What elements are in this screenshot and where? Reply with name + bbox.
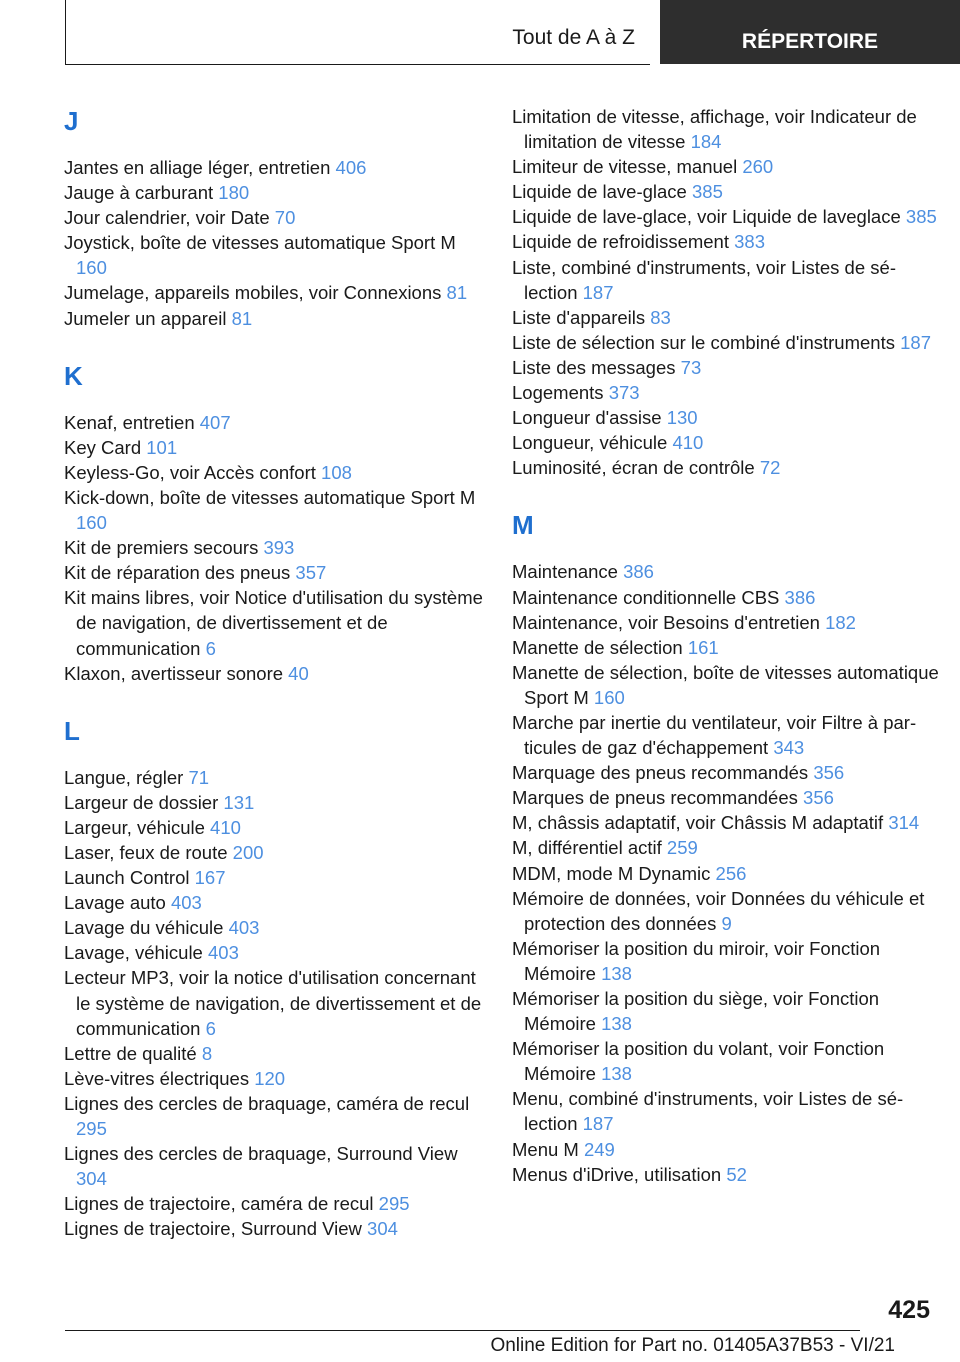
index-entry [64, 1091, 484, 1141]
index-entry-text: Maintenance [512, 561, 618, 583]
index-page-link[interactable]: 403 [208, 942, 239, 964]
index-page-link[interactable]: 130 [666, 407, 698, 429]
index-entry [512, 405, 942, 430]
index-page-link[interactable]: 138 [601, 1013, 632, 1035]
index-page-link[interactable]: 83 [650, 306, 671, 328]
index-entry [64, 1041, 484, 1066]
index-page-link[interactable]: 407 [199, 411, 231, 433]
index-entry-text: Limitation de vitesse, affichage, voir Indicateur de limitation de vitesse [512, 106, 917, 153]
index-page-link[interactable]: 138 [601, 962, 632, 984]
index-page-link[interactable]: 187 [582, 281, 614, 303]
index-entry [64, 915, 484, 940]
index-entry [512, 430, 942, 455]
index-entry [64, 585, 484, 660]
index-entry-text: Manette de sélection, boîte de vitesses automatique Sport M [512, 661, 939, 708]
index-entry [64, 410, 484, 435]
index-group [512, 508, 942, 1186]
index-entry [64, 1066, 484, 1091]
index-entry [512, 835, 942, 860]
index-entry-text: Jauge à carburant [64, 182, 214, 204]
footer-divider [65, 1330, 860, 1331]
index-page-link[interactable]: 160 [76, 257, 107, 279]
index-entry [512, 585, 942, 610]
index-entry [512, 1162, 942, 1187]
index-letter-heading: M [512, 510, 534, 541]
header-tab[interactable] [660, 0, 960, 64]
index-entry-text: Largeur, véhicule [64, 816, 205, 838]
index-entry [512, 660, 942, 710]
index-page-link[interactable]: 101 [146, 436, 178, 458]
index-page-link[interactable]: 187 [900, 331, 931, 353]
index-entry-text: Lignes des cercles de braquage, Surround View [64, 1143, 458, 1165]
index-entry-text: Langue, régler [64, 766, 184, 788]
index-entry [512, 179, 942, 204]
index-page-link[interactable]: 81 [446, 282, 468, 304]
index-entry [64, 535, 484, 560]
header-left-line [65, 0, 66, 64]
index-entry [512, 810, 942, 835]
index-page-link[interactable]: 182 [825, 611, 856, 633]
index-entry-text: Maintenance, voir Besoins d'entretien [512, 611, 820, 633]
index-entry-text: Jumelage, appareils mobiles, voir Connexions [64, 282, 442, 304]
index-entry [64, 815, 484, 840]
index-entry [512, 559, 942, 584]
index-entry [512, 635, 942, 660]
index-entry-text: Jantes en alliage léger, entretien [64, 157, 331, 178]
index-page-link[interactable]: 295 [378, 1193, 410, 1215]
index-page-link[interactable]: 81 [231, 307, 253, 329]
index-page-link[interactable]: 410 [672, 432, 704, 454]
index-page-link[interactable]: 383 [734, 231, 766, 253]
index-page-link[interactable]: 167 [194, 867, 226, 889]
index-entry-text: Longueur, véhicule [512, 432, 668, 454]
index-entry [64, 1141, 484, 1191]
index-entry-text: Liste des messages [512, 356, 676, 378]
index-entry-text: Lève-vitres électriques [64, 1067, 250, 1089]
index-entry [64, 865, 484, 890]
index-entry [512, 785, 942, 810]
index-entry [512, 610, 942, 635]
index-page-link[interactable]: 161 [687, 636, 719, 658]
index-entry [64, 965, 484, 1040]
index-entry [64, 435, 484, 460]
index-entry-text: Mémoriser la position du miroir, voir Fonction Mémoire [512, 937, 881, 984]
index-page-link[interactable]: 406 [335, 157, 367, 178]
index-entry [512, 1137, 942, 1162]
index-entry-text: Mémoriser la position du siège, voir Fonction Mémoire [512, 988, 880, 1035]
index-entry-text: Liste, combiné d'instruments, voir Listes de sélection [512, 256, 896, 303]
index-entry [64, 230, 484, 280]
index-entry-text: Manette de sélection [512, 636, 683, 658]
index-letter-heading: L [64, 715, 80, 746]
index-entry [512, 355, 942, 380]
index-page-link[interactable]: 393 [263, 537, 295, 559]
index-page-link[interactable]: 6 [205, 637, 216, 659]
index-page-link[interactable]: 70 [274, 207, 296, 229]
index-entry [64, 661, 484, 686]
index-entry-text: Lignes de trajectoire, Surround View [64, 1218, 362, 1240]
index-page-link[interactable]: 304 [76, 1168, 107, 1190]
index-group [512, 104, 942, 480]
index-page-link[interactable]: 131 [223, 791, 255, 813]
index-entry [64, 940, 484, 965]
index-page-link[interactable]: 160 [593, 686, 625, 708]
index-entry-text: Menus d'iDrive, utilisation [512, 1163, 722, 1185]
index-entry-text: M, châssis adaptatif, voir Châssis M adaptatif [512, 812, 884, 834]
index-page-link[interactable]: 71 [188, 766, 210, 788]
index-page-link[interactable]: 72 [759, 457, 781, 479]
index-page-link[interactable]: 385 [905, 206, 937, 228]
index-page-link[interactable]: 385 [692, 181, 723, 203]
index-page-link[interactable]: 138 [601, 1063, 632, 1085]
index-page-link[interactable]: 160 [76, 512, 107, 534]
index-entry-text: Largeur de dossier [64, 791, 219, 813]
index-page-link[interactable]: 200 [232, 841, 264, 863]
index-entry-text: Longueur d'assise [512, 407, 662, 429]
index-group [64, 104, 484, 331]
index-entry [512, 154, 942, 179]
index-entry-text: Mémoire de données, voir Données du véhicule et protection des données [512, 887, 925, 934]
index-entry [512, 380, 942, 405]
index-page-link[interactable]: 386 [623, 561, 654, 583]
index-entry [512, 455, 942, 480]
index-entry [512, 1036, 942, 1086]
index-page-link[interactable]: 187 [582, 1113, 614, 1135]
index-entry-text: Lignes de trajectoire, caméra de recul [64, 1193, 374, 1215]
index-entry-text: Marquage des pneus recommandés [512, 762, 809, 784]
index-entry-text: MDM, mode M Dynamic [512, 862, 711, 884]
index-group [64, 714, 484, 1242]
header-tab-label: RÉPERTOIRE [741, 30, 879, 53]
index-page-link[interactable]: 6 [205, 1017, 216, 1039]
footer-edition: Online Edition for Part no. 01405A37B53 - VI/21 [490, 1335, 895, 1356]
index-page-link[interactable]: 40 [288, 662, 309, 684]
index-letter-heading: K [64, 360, 83, 391]
index-entry-text: Liquide de lave-glace, voir Liquide de laveglace [512, 206, 901, 228]
index-entry-text: Key Card [64, 436, 142, 458]
index-entry-text: Liquide de lave-glace [512, 181, 687, 203]
index-entry [512, 330, 942, 355]
index-entry-text: Liste de sélection sur le combiné d'instruments [512, 331, 895, 353]
index-page-link[interactable]: 73 [680, 356, 702, 378]
index-entry-text: Kit mains libres, voir Notice d'utilisation du système de navigation, de divertissement et de communication [64, 587, 483, 659]
index-entry [512, 936, 942, 986]
index-page-link[interactable]: 314 [888, 812, 920, 834]
index-page-link[interactable]: 410 [210, 816, 241, 838]
index-entry [64, 560, 484, 585]
index-page-link[interactable]: 120 [254, 1067, 286, 1089]
index-entry-text: Lettre de qualité [64, 1042, 197, 1064]
index-entry [64, 280, 484, 305]
index-page-link[interactable]: 403 [170, 892, 202, 914]
index-entry-text: Laser, feux de route [64, 841, 228, 863]
index-entry [64, 155, 484, 180]
index-entry-text: Marche par inertie du ventilateur, voir Filtre à particules de gaz d'échappement [512, 711, 917, 759]
index-entry-text: Klaxon, avertisseur sonore [64, 662, 284, 684]
index-entry [64, 205, 484, 230]
index-page-link[interactable]: 9 [721, 912, 732, 934]
index-entry-text: Menu, combiné d'instruments, voir Listes de sélection [512, 1088, 904, 1135]
index-page-link[interactable]: 249 [583, 1138, 615, 1160]
index-column-left [64, 104, 484, 1241]
index-entry-text: Luminosité, écran de contrôle [512, 457, 755, 479]
index-entry-text: M, différentiel actif [512, 837, 662, 859]
index-entry [64, 790, 484, 815]
index-page-link[interactable]: 356 [813, 762, 845, 784]
index-page-link[interactable]: 180 [218, 182, 250, 204]
index-page-link[interactable]: 386 [784, 586, 816, 608]
index-entry-text: Lavage, véhicule [64, 942, 203, 964]
index-entry [64, 1216, 484, 1241]
header-bottom-line [65, 64, 650, 65]
index-entry-text: Jour calendrier, voir Date [64, 207, 270, 229]
index-entry [512, 760, 942, 785]
index-entry-text: Kenaf, entretien [64, 411, 195, 433]
index-page-link[interactable]: 356 [803, 787, 834, 809]
index-entry [64, 765, 484, 790]
index-page-link[interactable]: 304 [367, 1218, 398, 1240]
index-entry-text: Kit de premiers secours [64, 537, 259, 559]
index-entry [512, 255, 942, 305]
index-entry-text: Joystick, boîte de vitesses automatique Sport M [64, 232, 456, 254]
index-entry-text: Marques de pneus recommandées [512, 787, 798, 809]
index-entry [64, 460, 484, 485]
index-entry [64, 485, 484, 535]
index-entry [512, 986, 942, 1036]
index-entry-text: Liste d'appareils [512, 306, 646, 328]
index-entry-text: Mémoriser la position du volant, voir Fonction Mémoire [512, 1038, 885, 1085]
index-entry-text: Menu M [512, 1138, 579, 1160]
index-entry-text: Liquide de refroidissement [512, 231, 729, 253]
index-entry-text: Jumeler un appareil [64, 307, 227, 329]
index-page-link[interactable]: 184 [690, 131, 722, 153]
index-page-link[interactable]: 260 [742, 156, 774, 178]
index-page-link[interactable]: 108 [321, 461, 352, 483]
index-entry [512, 305, 942, 330]
index-entry [64, 890, 484, 915]
index-entry [64, 306, 484, 331]
index-page-link[interactable]: 8 [201, 1042, 213, 1064]
index-entry [512, 229, 942, 254]
index-entry-text: Launch Control [64, 867, 190, 889]
index-entry-text: Lavage auto [64, 892, 166, 914]
index-page-link[interactable]: 295 [76, 1118, 107, 1139]
index-entry [512, 886, 942, 936]
index-entry [64, 840, 484, 865]
index-page-link[interactable]: 403 [228, 917, 260, 939]
index-page-link[interactable]: 343 [773, 737, 805, 759]
index-entry-text: Maintenance conditionnelle CBS [512, 586, 780, 608]
index-entry-text: Lavage du véhicule [64, 917, 224, 939]
index-entry [512, 861, 942, 886]
index-group [64, 359, 484, 686]
index-entry [512, 204, 942, 229]
index-entry-text: Kit de réparation des pneus [64, 562, 291, 584]
index-entry [64, 1191, 484, 1216]
index-entry-text: Kick-down, boîte de vitesses automatique Sport M [64, 486, 476, 508]
index-entry-text: Limiteur de vitesse, manuel [512, 156, 738, 178]
index-entry [512, 710, 942, 760]
index-entry-text: Lecteur MP3, voir la notice d'utilisation concernant le système de navigation, de divertissement et de communication [64, 967, 482, 1039]
index-entry [512, 1086, 942, 1136]
index-letter-heading: J [64, 106, 79, 136]
index-page-link[interactable]: 256 [715, 862, 747, 884]
index-entry [512, 104, 942, 154]
page-number: 425 [888, 1296, 930, 1324]
index-entry [64, 180, 484, 205]
index-page-link[interactable]: 373 [608, 382, 640, 404]
index-entry-text: Lignes des cercles de braquage, caméra de recul [64, 1092, 470, 1114]
header-section-title: Tout de A à Z [512, 26, 635, 49]
index-page-link[interactable]: 52 [726, 1163, 747, 1185]
index-page-link[interactable]: 357 [295, 562, 327, 584]
index-page-link[interactable]: 259 [666, 837, 698, 859]
index-column-right [512, 104, 942, 1187]
index-entry-text: Keyless-Go, voir Accès confort [64, 461, 316, 483]
index-entry-text: Logements [512, 382, 604, 404]
